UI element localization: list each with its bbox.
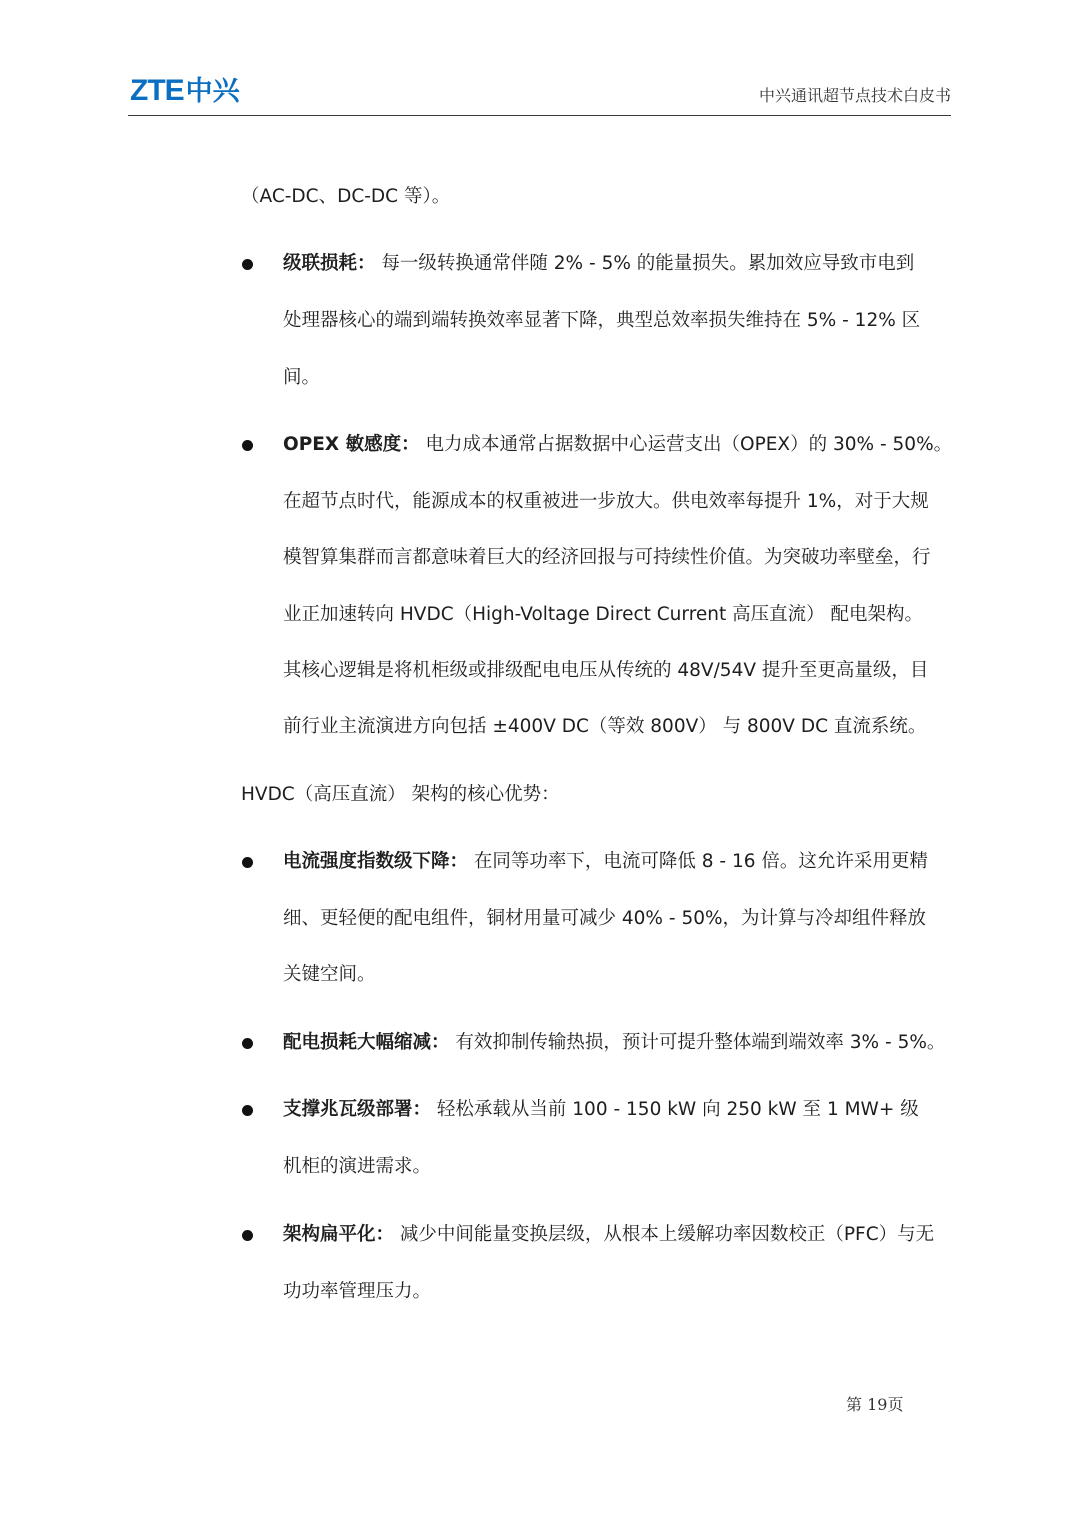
bullet-dot-icon bbox=[242, 1230, 253, 1241]
bullet-b2-text: 有效抑制传输热损，预计可提升整体端到端效率 3% - 5%。 bbox=[449, 1032, 946, 1053]
page-header bbox=[128, 72, 951, 116]
bullet-b4-term: 架构扁平化： bbox=[283, 1224, 395, 1245]
bullet-b4-line-1 bbox=[283, 1222, 934, 1248]
bullet-b3-line-1 bbox=[283, 1097, 919, 1123]
bullet-b3-term: 支撑兆瓦级部署： bbox=[283, 1099, 432, 1120]
logo-chinese: 中兴 bbox=[185, 76, 240, 106]
bullet-a1-text: 每一级转换通常伴随 2% - 5% 的能量损失。累加效应导致市电到 bbox=[375, 253, 915, 274]
intro-line: （AC-DC、DC-DC 等）。 bbox=[241, 186, 451, 207]
document-title: 中兴通讯超节点技术白皮书 bbox=[758, 86, 951, 105]
bullet-a2-line-3: 模智算集群而言都意味着巨大的经济回报与可持续性价值。为突破功率壁垒，行 bbox=[283, 547, 931, 568]
bullet-a2-text: 电力成本通常占据数据中心运营支出（OPEX）的 30% - 50%。 bbox=[419, 434, 953, 455]
bullet-b1-text: 在同等功率下，电流可降低 8 - 16 倍。这允许采用更精 bbox=[468, 851, 928, 872]
bullet-a1-line-1 bbox=[283, 251, 914, 277]
bullet-b1-line-2: 细、更轻便的配电组件，铜材用量可减少 40% - 50%，为计算与冷却组件释放 bbox=[283, 908, 927, 929]
bullet-b1-line-1 bbox=[283, 849, 928, 875]
section-heading: HVDC（高压直流） 架构的核心优势： bbox=[241, 784, 560, 805]
bullet-a2-line-2: 在超节点时代，能源成本的权重被进一步放大。供电效率每提升 1%，对于大规 bbox=[283, 491, 929, 512]
bullet-dot-icon bbox=[242, 1105, 253, 1116]
bullet-a1-line-3: 间。 bbox=[283, 367, 321, 388]
bullet-a2-term: OPEX 敏感度： bbox=[283, 434, 420, 455]
bullet-dot-icon bbox=[242, 259, 253, 270]
page-number: 第 19页 bbox=[846, 1395, 904, 1414]
bullet-a2-line-5: 其核心逻辑是将机柜级或排级配电电压从传统的 48V/54V 提升至更高量级，目 bbox=[283, 660, 929, 681]
bullet-b3-text: 轻松承载从当前 100 - 150 kW 向 250 kW 至 1 MW+ 级 bbox=[431, 1099, 919, 1120]
bullet-a2-line-1 bbox=[283, 432, 952, 458]
bullet-b2-term: 配电损耗大幅缩减： bbox=[283, 1032, 450, 1053]
bullet-dot-icon bbox=[242, 440, 253, 451]
bullet-a2-line-6: 前行业主流演进方向包括 ±400V DC（等效 800V） 与 800V DC 直流系统。 bbox=[283, 716, 927, 737]
bullet-dot-icon bbox=[242, 857, 253, 868]
bullet-b3-line-2: 机柜的演进需求。 bbox=[283, 1156, 432, 1177]
bullet-b4-text: 减少中间能量变换层级，从根本上缓解功率因数校正（PFC）与无 bbox=[394, 1224, 935, 1245]
bullet-b4-line-2: 功功率管理压力。 bbox=[283, 1281, 432, 1302]
bullet-a2-line-4: 业正加速转向 HVDC（High-Voltage Direct Current 高压直流） 配电架构。 bbox=[283, 604, 924, 625]
bullet-b2-line-1 bbox=[283, 1030, 945, 1056]
zte-logo bbox=[130, 74, 240, 108]
logo-latin: ZTE bbox=[130, 74, 184, 107]
bullet-b1-term: 电流强度指数级下降： bbox=[283, 851, 469, 872]
bullet-a1-line-2: 处理器核心的端到端转换效率显著下降，典型总效率损失维持在 5% - 12% 区 bbox=[283, 310, 921, 331]
bullet-dot-icon bbox=[242, 1038, 253, 1049]
bullet-a1-term: 级联损耗： bbox=[283, 253, 376, 274]
bullet-b1-line-3: 关键空间。 bbox=[283, 964, 376, 985]
